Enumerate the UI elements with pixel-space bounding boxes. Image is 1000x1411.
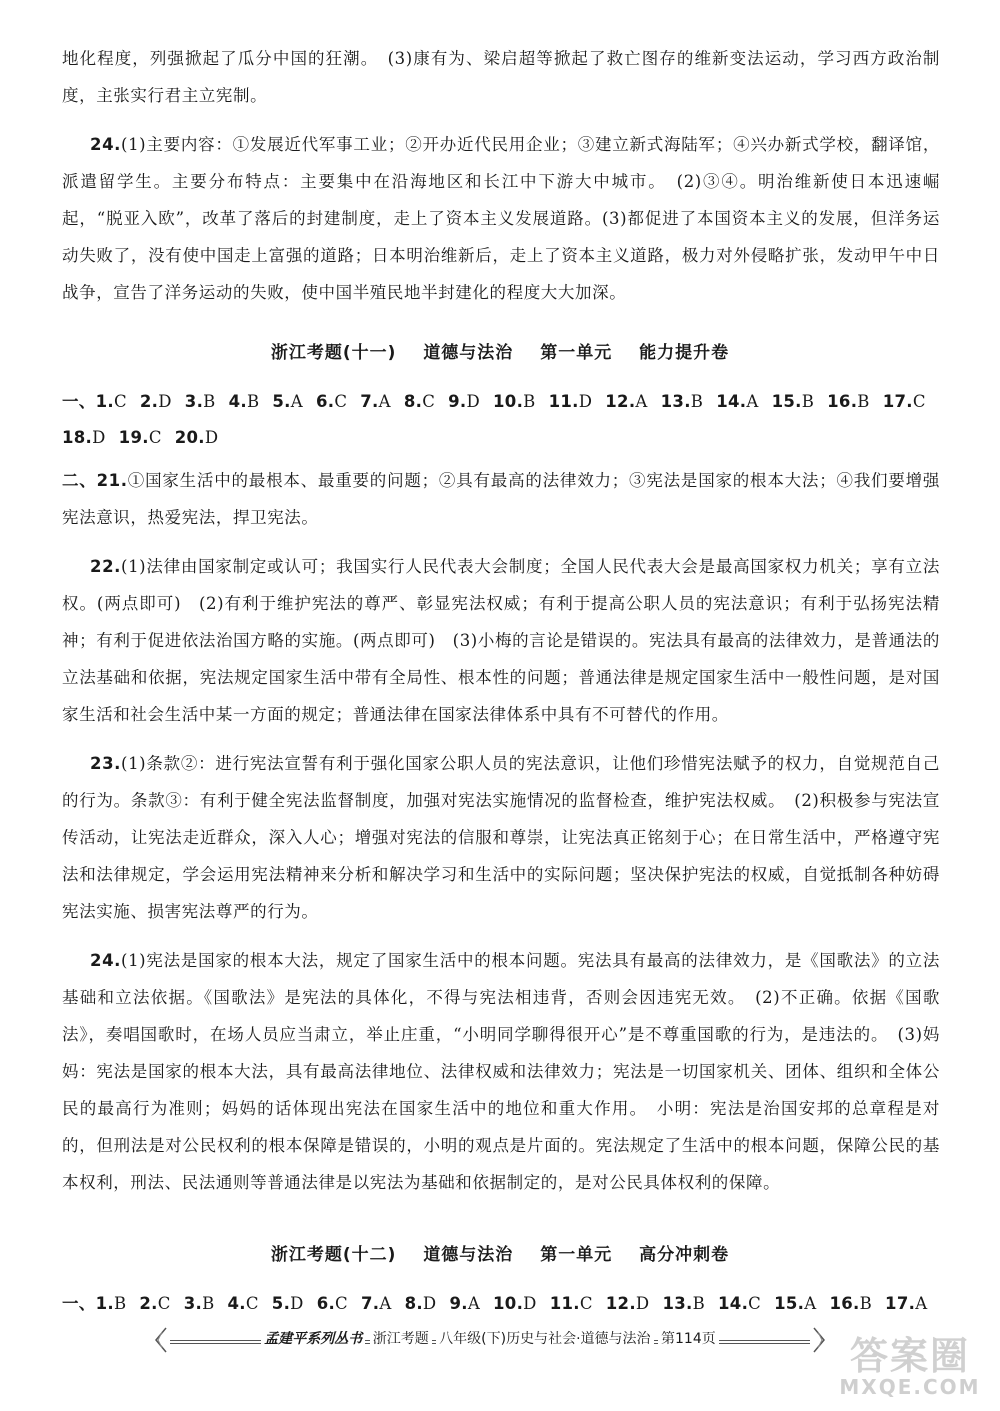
mc-answer-letter: B (690, 392, 704, 411)
mc-answer-letter: A (635, 392, 648, 411)
mc-answer (140, 392, 172, 411)
mc-question-number: 18. (62, 428, 93, 447)
mc-question-number: 7. (360, 1294, 380, 1313)
mc-question-number: 13. (660, 392, 691, 411)
mc-question-number: 2. (139, 1294, 158, 1313)
mc-answer (404, 392, 435, 411)
mc-answer (774, 1294, 816, 1313)
question-number: 24. (90, 951, 122, 970)
heading-part: 第一单元 (540, 1245, 613, 1265)
mc-answer-letter: D (92, 428, 106, 447)
answer-paragraph (62, 462, 940, 536)
mc-question-number: 9. (448, 392, 467, 411)
mc-answer (448, 392, 480, 411)
mc-question-number: 8. (403, 392, 423, 411)
mc-question-number: 11. (549, 1294, 580, 1313)
footer-grade: 八年级(下)历史与社会·道德与法治 (436, 1331, 653, 1347)
footer-text (170, 1328, 810, 1348)
answer-paragraph (62, 942, 940, 1201)
mc-question-number: 4. (228, 392, 247, 411)
answer-text: 地化程度，列强掀起了瓜分中国的狂潮。 (3)康有为、梁启超等掀起了救亡图存的维新变法运动，学习西方政治制度，主张实行君主立宪制。 (62, 49, 940, 105)
mc-question-number: 15. (774, 1294, 805, 1313)
answer-paragraph (62, 40, 940, 114)
mc-question-number: 20. (174, 428, 205, 447)
mc-answer-letter: B (203, 392, 216, 411)
footer-series: 孟建平系列丛书 (261, 1331, 365, 1347)
mc-answer-letter: A (467, 1294, 481, 1313)
answer-text: ①国家生活中的最根本、最重要的问题；②具有最高的法律效力；③宪法是国家的根本大法；④我们要增强宪法意识，热爱宪法，捍卫宪法。 (62, 471, 941, 527)
mc-answer-row (62, 1290, 942, 1314)
mc-answer (883, 392, 926, 411)
mc-question-number: 14. (716, 392, 747, 411)
watermark-url: MXQE.COM (839, 1375, 981, 1399)
mc-answer (661, 392, 704, 411)
mc-answer (175, 428, 219, 447)
mc-question-number: 10. (493, 1294, 524, 1313)
mc-answer (96, 392, 127, 411)
mc-answer-letter: C (748, 1294, 762, 1313)
mc-answer-letter: B (523, 392, 536, 411)
mc-answer-letter: C (579, 1294, 593, 1313)
mc-question-number: 7. (360, 392, 379, 411)
mc-question-number: 15. (771, 392, 802, 411)
mc-question-number: 19. (118, 428, 149, 447)
mc-answer-letter: C (335, 1294, 348, 1313)
mc-answer-letter: B (202, 1294, 215, 1313)
mc-answer-letter: A (746, 392, 759, 411)
mc-answer (229, 392, 260, 411)
mc-answers (96, 1294, 941, 1313)
mc-answer (885, 1294, 927, 1313)
mc-answer-letter: D (635, 1294, 650, 1313)
question-number: 21. (96, 471, 128, 490)
mc-answer-letter: A (804, 1294, 817, 1313)
mc-answer-row (62, 428, 942, 447)
mc-answer (228, 1294, 259, 1313)
answer-text: (1)主要内容：①发展近代军事工业；②开办近代民用企业；③建立新式海陆军；④兴办新式学校，翻译馆，派遣留学生。主要分布特点：主要集中在沿海地区和长江中下游大中城市。 (2)③④。明治维新使日本迅速崛起，“脱亚入欧”，改革了落后的封建制度，走上了资本主义发展道路。(3)都促进了本国资本主义的发展，但洋务运动失败了，没有使中国走上富强的道路；日本明治维新后，走上了资本主义道路，极力对外侵略扩张，发动甲午中日战争，宣告了洋务运动的失败，使中国半殖民地半封建化的程度大大加深。 (62, 135, 940, 302)
mc-answer-row (62, 388, 942, 412)
mc-question-number: 13. (662, 1294, 693, 1313)
mc-question-number: 11. (548, 392, 579, 411)
section11-answers-block (62, 462, 940, 1213)
footer-ornament-icon (812, 1326, 828, 1354)
mc-answer (716, 392, 758, 411)
page-number: 第114页 (658, 1331, 719, 1347)
mc-question-number: 6. (316, 1294, 336, 1313)
mc-answer-letter: B (692, 1294, 706, 1313)
mc-answer-letter: C (113, 392, 127, 411)
mc-answer (272, 392, 303, 411)
mc-answer (139, 1294, 170, 1313)
answer-paragraph (62, 126, 940, 311)
mc-answer-letter: D (204, 428, 219, 447)
answer-text: (1)法律由国家制定或认可；我国实行人民代表大会制度；全国人民代表大会是最高国家权力机关；享有立法权。(两点即可) (2)有利于维护宪法的尊严、彰显宪法权威；有利于提高公职人员的宪法意识；有利于弘扬宪法精神；有利于促进依法治国方略的实施。(两点即可) (3)小梅的言论是错误的。宪法具有最高的法律效力，是普通法的立法基础和依据，宪法规定国家生活中带有全局性、根本性的问题；普通法律是规定国家生活中一般性问题，是对国家生活和社会生活中某一方面的规定；普通法律在国家法律体系中具有不可替代的作用。 (62, 557, 940, 724)
mc-answer (718, 1294, 761, 1313)
mc-answer (185, 392, 216, 411)
mc-question-number: 16. (829, 1294, 860, 1313)
question-number: 22. (90, 557, 122, 576)
mc-question-number: 1. (95, 1294, 114, 1313)
question-number: 24. (90, 135, 122, 154)
mc-question-number: 12. (605, 1294, 636, 1313)
mc-answer (272, 1294, 304, 1313)
mc-answer (119, 428, 162, 447)
mc-answer (316, 392, 347, 411)
answer-text: (1)宪法是国家的根本大法，规定了国家生活中的根本问题。宪法具有最高的法律效力，是《国歌法》的立法基础和立法依据。《国歌法》是宪法的具体化，不得与宪法相违背，否则会因违宪无效。 (2)不正确。依据《国歌法》，奏唱国歌时，在场人员应当肃立，举止庄重，“小明同学聊得很开心”是不尊重国歌的行为，是违法的。 (3)妈妈：宪法是国家的根本大法，具有最高法律地位、法律权威和法律效力；宪法是一切国家机关、团体、组织和全体公民的最高行为准则；妈妈的话体现出宪法在国家生活中的地位和重大作用。 小明：宪法是治国安邦的总章程是对的，但刑法是对公民权利的根本保障是错误的，小明的观点是片面的。宪法规定了生活中的根本问题，保障公民的基本权利，刑法、民法通则等普通法律是以宪法为基础和依据制定的，是对公民具体权利的保障。 (62, 951, 940, 1192)
mc-answer (772, 392, 815, 411)
mc-question-number: 8. (404, 1294, 423, 1313)
heading-part: 浙江考题(十二) (270, 1245, 397, 1265)
answer-paragraph (62, 548, 940, 733)
answer-paragraph (62, 745, 940, 930)
mc-answer (662, 1294, 705, 1313)
mc-answer-letter: C (148, 428, 162, 447)
heading-part: 第一单元 (540, 343, 613, 363)
mc-answer (405, 1294, 437, 1313)
mc-question-number: 3. (184, 392, 204, 411)
heading-part: 道德与法治 (423, 343, 514, 363)
footer-book: 浙江考题 (370, 1331, 432, 1347)
mc-answer (62, 428, 106, 447)
mc-question-number: 12. (605, 392, 636, 411)
mc-answer-letter: D (466, 392, 481, 411)
mc-answer-letter: D (290, 1294, 304, 1313)
mc-answer-letter: D (523, 1294, 537, 1313)
heading-part: 高分冲刺卷 (639, 1245, 730, 1265)
mc-question-number: 5. (272, 392, 291, 411)
mc-answer (184, 1294, 215, 1313)
mc-answer (606, 1294, 650, 1313)
mc-answer-letter: C (422, 392, 436, 411)
mc-answer-letter: A (378, 392, 391, 411)
answer-text: (1)条款②：进行宪法宣誓有利于强化国家公职人员的宪法意识，让他们珍惜宪法赋予的权力，自觉规范自己的行为。条款③：有利于健全宪法监督制度，加强对宪法实施情况的监督检查，维护宪法权威。 (2)积极参与宪法宣传活动，让宪法走近群众，深入人心；增强对宪法的信服和尊崇，让宪法真正铭刻于心；在日常生活中，严格遵守宪法和法律规定，学会运用宪法精神来分析和解决学习和生活中的实际问题；坚决保护宪法的权威，自觉抵制各种妨碍宪法实施、损害宪法尊严的行为。 (62, 754, 940, 921)
part-prefix: 一、 (62, 1294, 96, 1313)
mc-question-number: 1. (95, 392, 114, 411)
mc-answer (605, 392, 647, 411)
mc-question-number: 2. (139, 392, 159, 411)
mc-answer-letter: D (422, 1294, 437, 1313)
heading-part: 能力提升卷 (639, 343, 730, 363)
mc-answer (493, 392, 536, 411)
mc-question-number: 14. (718, 1294, 749, 1313)
mc-question-number: 3. (183, 1294, 203, 1313)
mc-answer (361, 1294, 392, 1313)
mc-answer (96, 1294, 127, 1313)
mc-answer-letter: A (290, 392, 303, 411)
mc-answer (360, 392, 391, 411)
mc-answer-letter: B (857, 392, 870, 411)
mc-question-number: 9. (449, 1294, 468, 1313)
mc-question-number: 17. (885, 1294, 916, 1313)
mc-answer (827, 392, 870, 411)
mc-question-number: 17. (882, 392, 913, 411)
mc-question-number: 4. (227, 1294, 246, 1313)
mc-question-number: 5. (271, 1294, 291, 1313)
mc-answer-letter: B (246, 392, 260, 411)
mc-answer (493, 1294, 537, 1313)
mc-question-number: 6. (315, 392, 335, 411)
part-prefix: 二、 (62, 471, 97, 490)
mc-answer (550, 1294, 593, 1313)
history-answers-block (62, 40, 940, 323)
mc-answer-letter: C (912, 392, 926, 411)
mc-question-number: 10. (493, 392, 524, 411)
mc-answer-letter: D (158, 392, 172, 411)
mc-answer-letter: C (157, 1294, 171, 1313)
mc-answers (96, 392, 939, 411)
mc-answer-letter: B (859, 1294, 873, 1313)
page-footer (170, 1320, 810, 1360)
mc-answer-letter: B (801, 392, 815, 411)
mc-answers (62, 428, 231, 447)
watermark-logo (830, 1325, 990, 1405)
part-prefix: 一、 (62, 392, 96, 411)
mc-answer-letter: C (334, 392, 348, 411)
mc-answer-letter: B (113, 1294, 127, 1313)
mc-answer (317, 1294, 348, 1313)
question-number: 23. (90, 754, 122, 773)
mc-answer-letter: A (915, 1294, 928, 1313)
mc-answer-letter: C (245, 1294, 259, 1313)
section-heading-12 (0, 1240, 1000, 1265)
mc-answer-letter: A (379, 1294, 392, 1313)
heading-part: 浙江考题(十一) (270, 343, 397, 363)
section-heading-11 (0, 338, 1000, 363)
mc-answer (829, 1294, 872, 1313)
mc-answer (549, 392, 593, 411)
mc-answer (449, 1294, 480, 1313)
watermark-title: 答案圈 (849, 1334, 970, 1378)
mc-answer-letter: D (578, 392, 593, 411)
heading-part: 道德与法治 (423, 1245, 514, 1265)
mc-question-number: 16. (827, 392, 858, 411)
footer-ornament-icon (152, 1326, 168, 1354)
